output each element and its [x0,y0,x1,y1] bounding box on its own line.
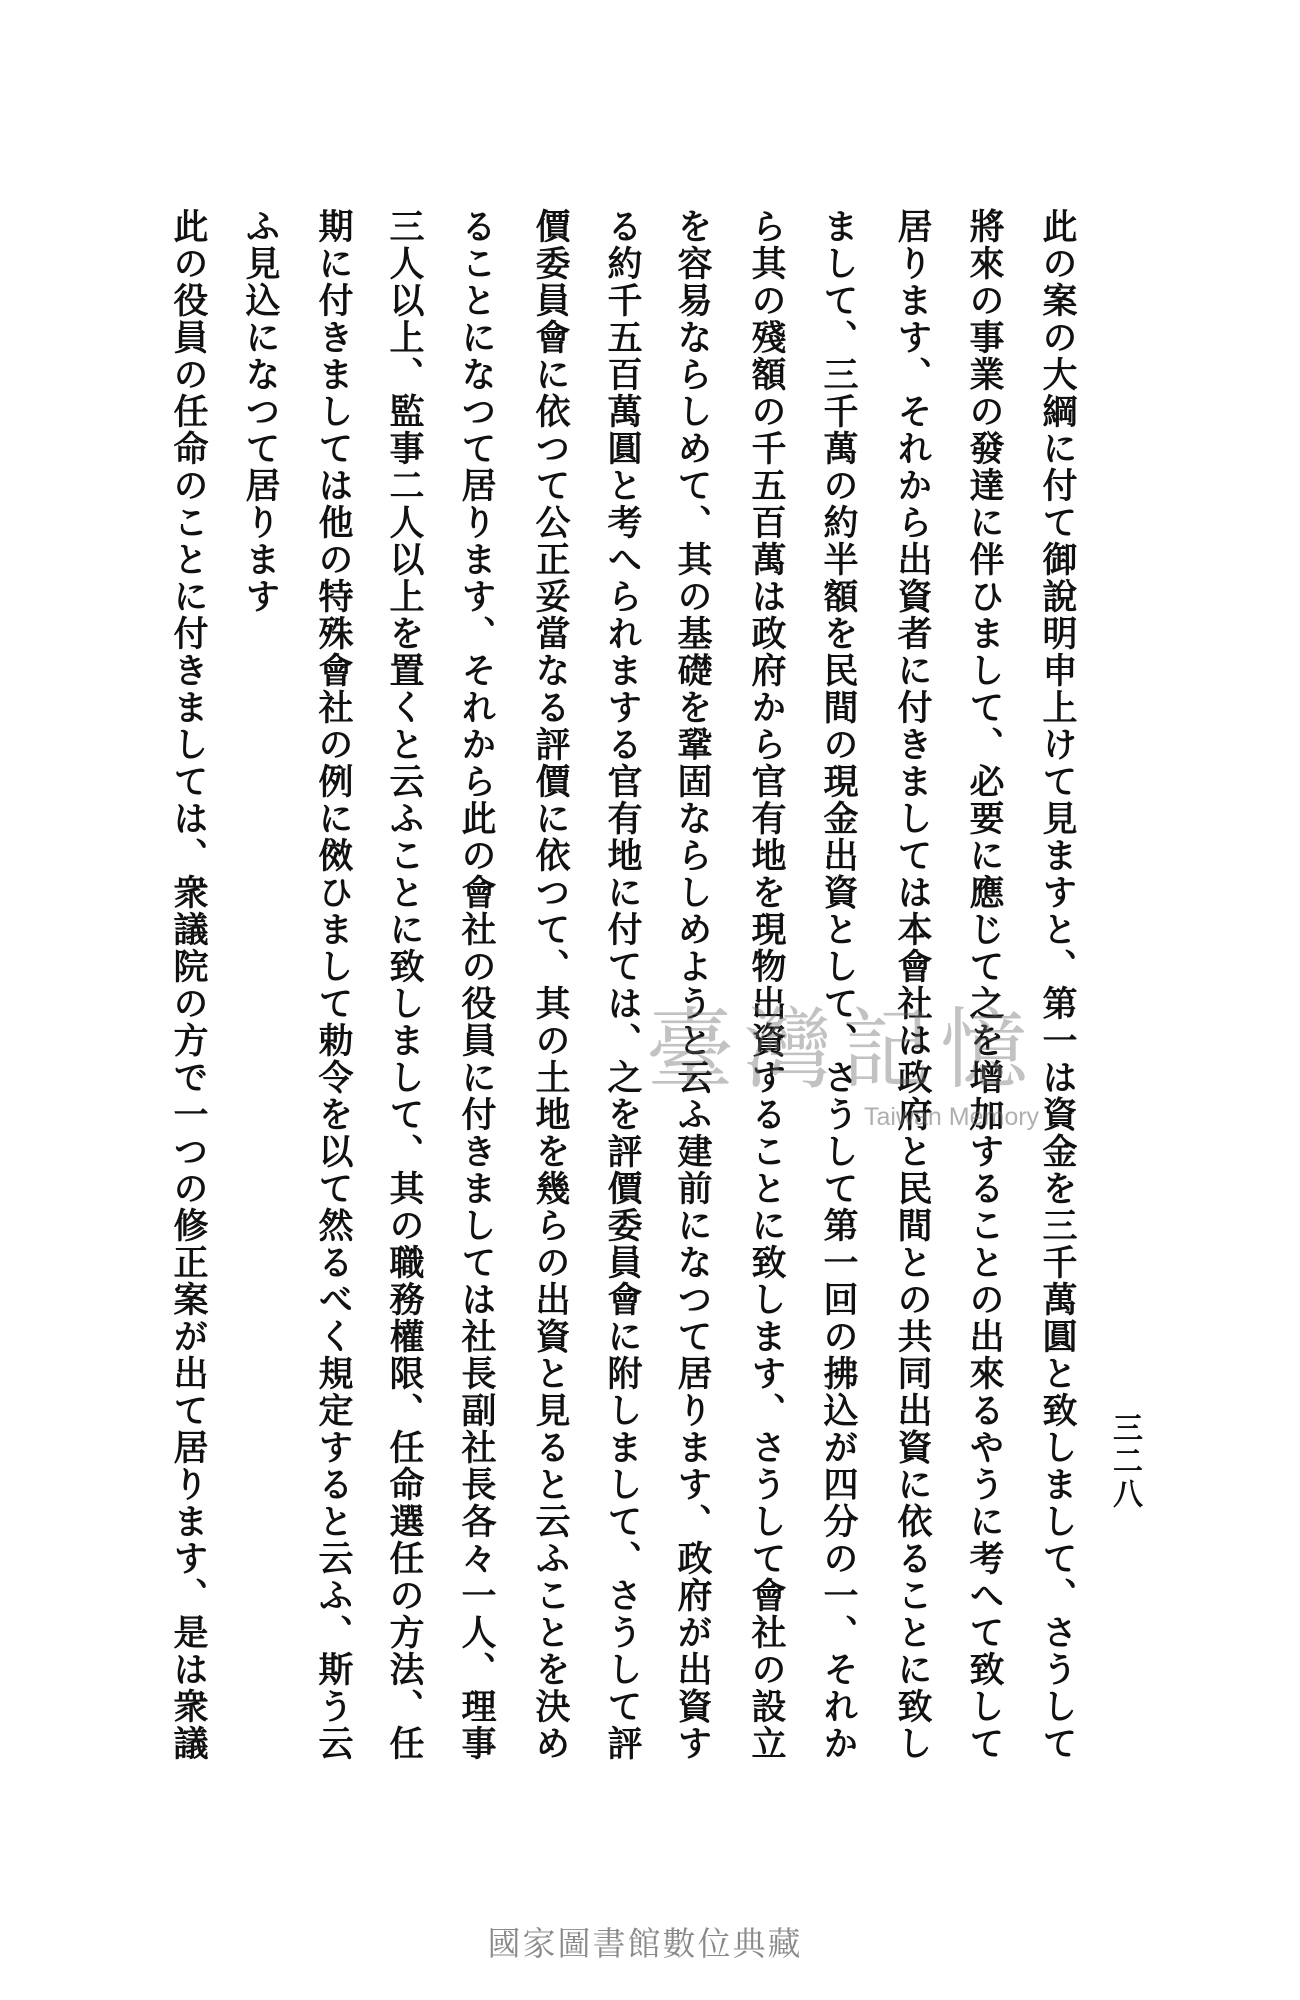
collection-footer: 國家圖書館數位典藏 [487,1924,803,1963]
text-column-2: 將來の事業の發達に伴ひまして、必要に應じて之を增加することの出來るやうに考へて致して [964,208,1005,1762]
text-column-1: 此の案の大綱に付て御說明申上けて見ますと、第一は資金を三千萬圓と致しまして、さうして [1037,208,1078,1762]
watermark-logo: 臺灣記憶 [646,998,1039,1101]
text-column-11: 期に付きましては他の特殊會社の例に傚ひまして勅令を以て然るべく規定すると云ふ、斯う云 [313,208,354,1762]
text-column-7: る約千五百萬圓と考へられまする官有地に付ては、之を評價委員會に附しまして、さうして評 [602,208,643,1762]
text-column-4: まして、三千萬の約半額を民間の現金出資として、さうして第一回の拂込が四分の一、それか [818,208,859,1762]
text-column-5: ら其の殘額の千五百萬は政府から官有地を現物出資することに致します、さうして會社の設立 [746,208,787,1762]
text-column-3: 居ります、それから出資者に付きましては本會社は政府と民間との共同出資に依ることに致し [892,208,933,1762]
text-column-9: ることになつて居ります、それから此の會社の役員に付きましては社長副社長各々一人、理事 [456,208,497,1762]
text-column-12: ふ見込になつて居ります [240,208,281,615]
page-number: 三二八 [1107,1412,1142,1511]
text-column-6: を容易ならしめて、其の基礎を鞏固ならしめようと云ふ建前になつて居ります、政府が出資す [672,208,713,1762]
text-column-10: 三人以上、監事二人以上を置くと云ふことに致しまして、其の職務權限、任命選任の方法、任 [384,208,425,1762]
text-column-8: 價委員會に依つて公正妥當なる評價に依つて、其の土地を幾らの出資と見ると云ふことを決め [530,208,571,1762]
watermark-subtitle: Taiwan Memory [864,1103,1040,1131]
text-column-13: 此の役員の任命のことに付きましては、衆議院の方で一つの修正案が出て居ります、是は衆議 [168,208,209,1762]
